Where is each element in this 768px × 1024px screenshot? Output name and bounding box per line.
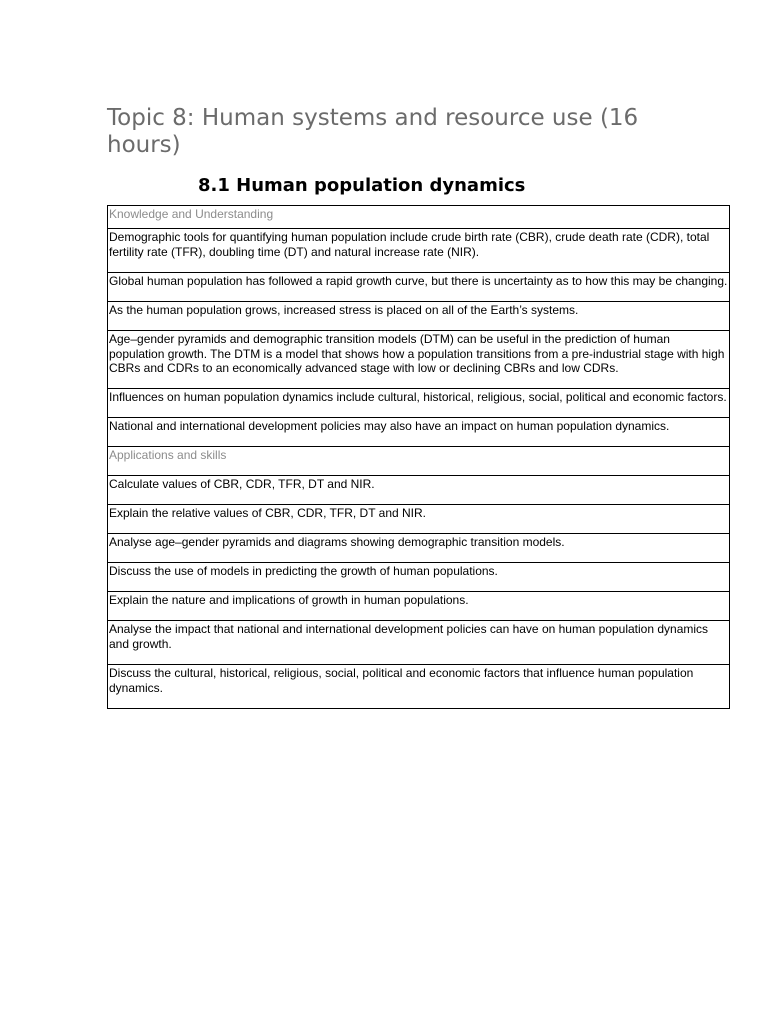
table-row — [108, 534, 730, 563]
table-cell: Analyse the impact that national and international development policies can have on human population dynamics and growth. — [108, 621, 730, 665]
skills-header-cell: Applications and skills — [108, 447, 730, 476]
table-row — [108, 563, 730, 592]
table-row — [108, 505, 730, 534]
section-title: 8.1 Human population dynamics — [198, 175, 526, 196]
table-cell: As the human population grows, increased stress is placed on all of the Earth’s systems. — [108, 302, 730, 331]
table-cell: Calculate values of CBR, CDR, TFR, DT and NIR. — [108, 476, 730, 505]
topic-title: Topic 8: Human systems and resource use (16 hours) — [107, 105, 639, 158]
table-cell: Demographic tools for quantifying human population include crude birth rate (CBR), crude death rate (CDR), total fertility rate (TFR), doubling time (DT) and natural increase rate (NIR). — [108, 229, 730, 273]
table-cell: Age–gender pyramids and demographic transition models (DTM) can be useful in the prediction of human population growth. The DTM is a model that shows how a population transitions from a pre-industrial stage with high CBRs and CDRs to an economically advanced stage with low or declining CBRs and low CDRs. — [108, 331, 730, 389]
syllabus-table — [107, 205, 730, 709]
table-row — [108, 273, 730, 302]
table-cell: Explain the nature and implications of growth in human populations. — [108, 592, 730, 621]
knowledge-header-cell: Knowledge and Understanding — [108, 206, 730, 229]
table-row — [108, 331, 730, 389]
table-cell: Explain the relative values of CBR, CDR, TFR, DT and NIR. — [108, 505, 730, 534]
table-row — [108, 592, 730, 621]
table-row — [108, 389, 730, 418]
table-row — [108, 621, 730, 665]
table-cell: Discuss the use of models in predicting the growth of human populations. — [108, 563, 730, 592]
table-cell: Discuss the cultural, historical, religious, social, political and economic factors that influence human population dynamics. — [108, 665, 730, 709]
table-row — [108, 418, 730, 447]
table-cell: Influences on human population dynamics include cultural, historical, religious, social, political and economic factors. — [108, 389, 730, 418]
table-cell: Analyse age–gender pyramids and diagrams showing demographic transition models. — [108, 534, 730, 563]
table-row — [108, 229, 730, 273]
table-row — [108, 476, 730, 505]
table-cell: Global human population has followed a rapid growth curve, but there is uncertainty as to how this may be changing. — [108, 273, 730, 302]
table-cell: National and international development policies may also have an impact on human population dynamics. — [108, 418, 730, 447]
table-row — [108, 665, 730, 709]
table-header-row — [108, 447, 730, 476]
table-header-row — [108, 206, 730, 229]
table-row — [108, 302, 730, 331]
